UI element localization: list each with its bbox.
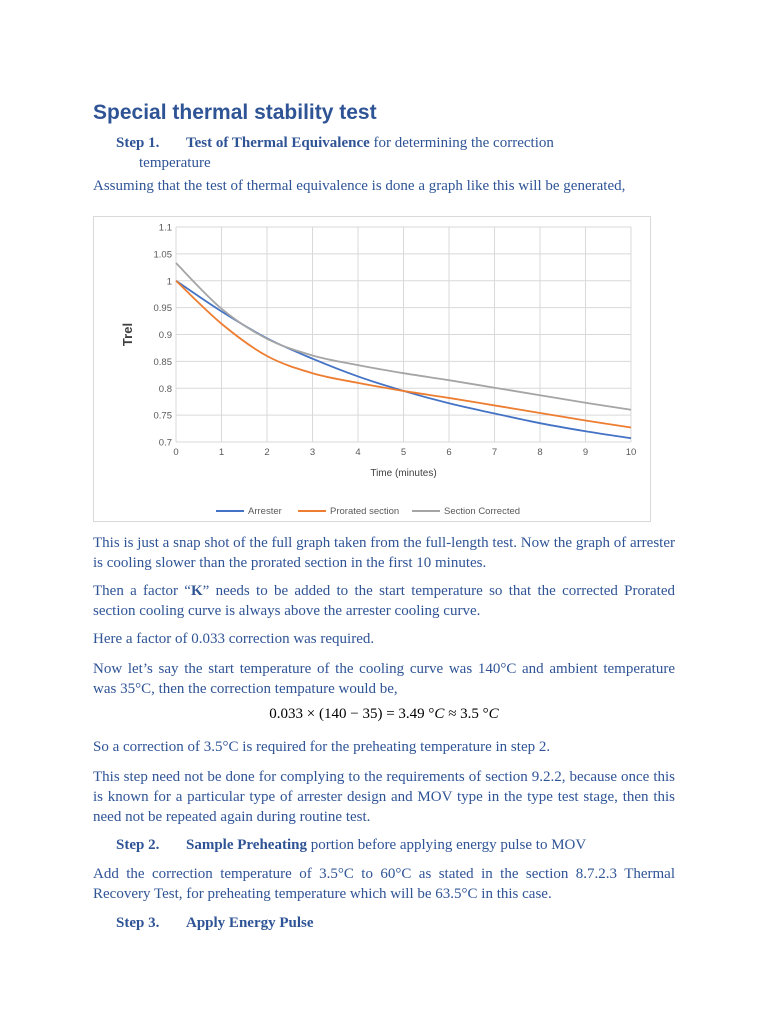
start-temp-paragraph: Now let’s say the start temperature of the cooling curve was 140°C and ambient temperature was 35°C, then the correction tempature would be, [93,661,675,697]
correction-equation [93,706,675,723]
step-3-number: Step 3. [116,915,160,931]
equation-unit-2: C [488,706,499,722]
x-tick-label: 3 [309,447,316,458]
y-tick-label: 0.8 [158,383,172,395]
step-1-title: Test of Thermal Equivalence [186,135,370,151]
step-2-number: Step 2. [116,837,160,853]
factor-text-post: ” needs to be added to the start temperature so that the corrected Prorated section cooling curve is always above the arrester cooling curve. [93,583,675,619]
x-tick-label: 9 [582,447,589,458]
y-tick-label: 1.1 [158,222,172,234]
factor-k: K [190,583,203,599]
x-tick-label: 7 [491,447,498,458]
x-tick-label: 2 [264,447,270,458]
legend-label-arrester: Arrester [248,506,282,517]
step-1-continuation: temperature [139,155,211,171]
result-paragraph: So a correction of 3.5°C is required for the preheating temperature in step 2. [93,739,551,755]
step-1-number: Step 1. [116,135,160,151]
x-tick-label: 10 [625,447,637,458]
x-axis-label: Time (minutes) [370,468,437,479]
step-1-heading [116,133,675,173]
snapshot-paragraph: This is just a snap shot of the full graph taken from the full-length test. Now the graph of arrester is cooling slower than the prorated section in the first 10 minutes. [93,535,675,571]
y-tick-label: 0.85 [153,356,172,368]
step-1-text: for determining the correction [369,135,554,151]
x-tick-label: 1 [218,447,225,458]
correction-paragraph: Here a factor of 0.033 correction was required. [93,631,375,647]
factor-paragraph [93,581,675,621]
y-tick-label: 0.95 [153,303,172,315]
equation-unit-1: C [434,706,445,722]
y-tick-label: 0.9 [158,330,172,341]
y-tick-label: 1.05 [153,249,172,261]
x-tick-label: 5 [400,447,407,458]
legend-label-prorated-section: Prorated section [330,506,400,517]
legend-label-section-corrected: Section Corrected [444,506,521,517]
x-tick-label: 4 [355,447,361,458]
note-paragraph: This step need not be done for complying to the requirements of section 9.2.2, because once this is known for a particular type of arrester design and MOV type in the type test stage, then this need not be repeated again during routine test. [93,769,675,825]
y-tick-label: 0.7 [158,437,172,449]
step-2-heading [116,835,675,855]
x-tick-label: 0 [173,447,179,458]
step-3-heading [116,913,675,933]
chart-svg [94,217,650,521]
step-2-text: portion before applying energy pulse to MOV [306,837,587,853]
x-tick-label: 8 [537,447,543,458]
equation-mid: ≈ 3.5 ° [444,706,489,722]
intro-paragraph: Assuming that the test of thermal equivalence is done a graph like this will be generated, [93,178,626,194]
step-3-title: Apply Energy Pulse [186,915,314,931]
equation-lhs: 0.033 × (140 − 35) = 3.49 ° [269,706,435,722]
y-tick-label: 0.75 [153,410,172,422]
factor-text-pre: Then a factor “ [93,583,191,599]
page-title: Special thermal stability test [93,101,377,124]
y-axis-label: Trel [120,322,135,347]
step-2-title: Sample Preheating [186,837,307,853]
step-2-paragraph: Add the correction temperature of 3.5°C to 60°C as stated in the section 8.7.2.3 Thermal Recovery Test, for preheating temperature which will be 63.5°C in this case. [93,866,675,902]
x-tick-label: 6 [446,447,452,458]
y-tick-label: 1 [166,276,172,288]
cooling-curve-chart [93,216,651,522]
